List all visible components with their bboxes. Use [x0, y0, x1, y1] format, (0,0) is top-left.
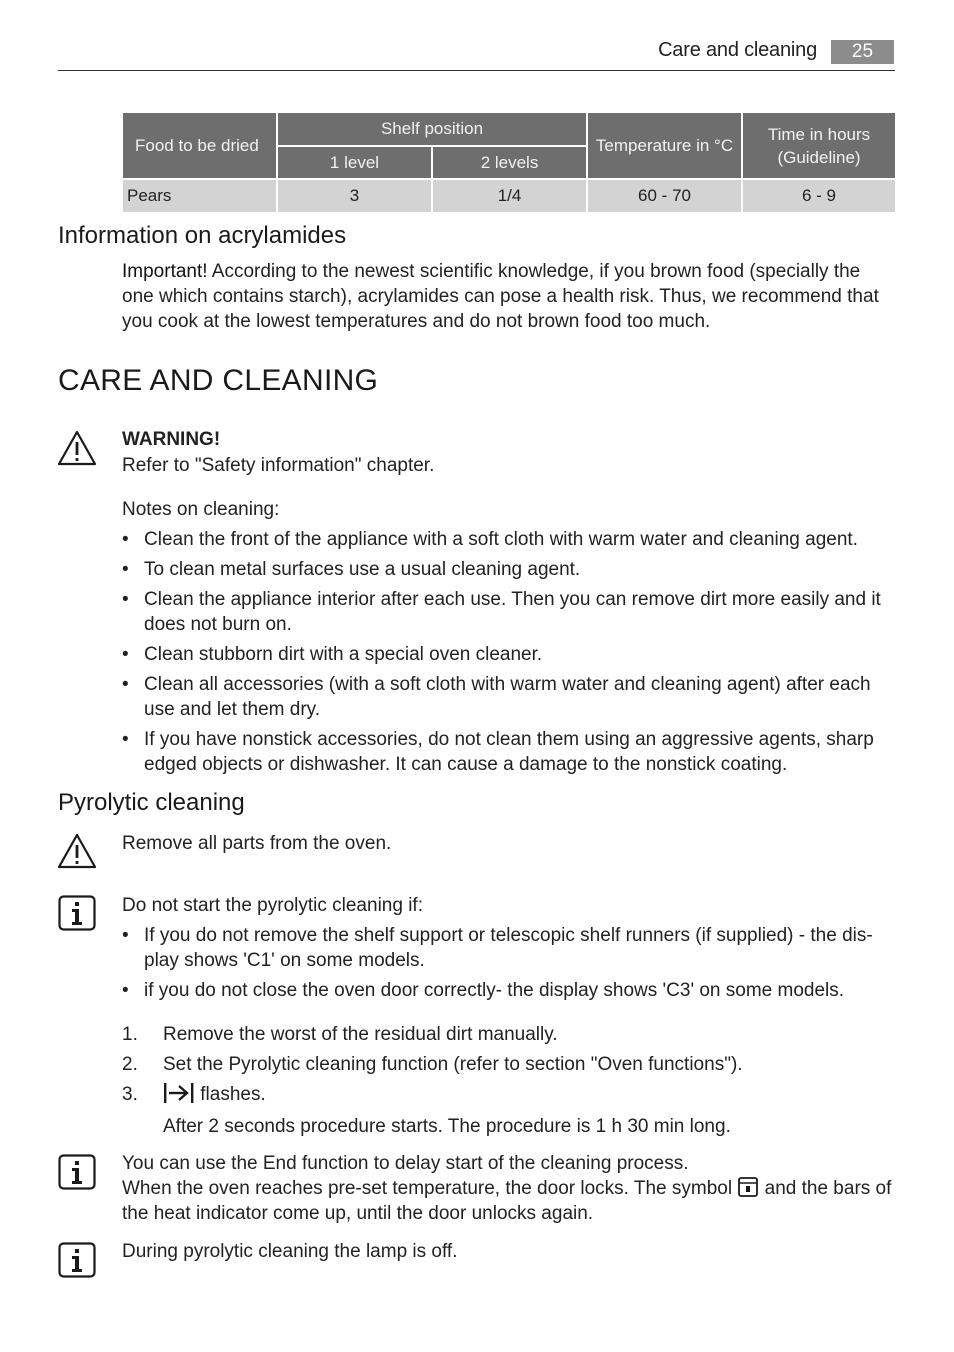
step3-followup: After 2 seconds procedure starts. The procedure is 1 h 30 min long. [163, 1116, 731, 1137]
step-number: 1. [122, 1024, 138, 1045]
acrylamides-heading: Information on acrylamides [58, 222, 347, 249]
remove-parts-text: Remove all parts from the oven. [122, 833, 392, 854]
step-item [122, 1022, 890, 1047]
acrylamides-text: According to the newest scientific knowledge, if you brown food (specially the one which contains starch), acrylamides can pose a health risk. Thus, we recommend that you cook at the lowest temperatures and do not brown food too much. [122, 261, 879, 332]
info-list [122, 923, 890, 1008]
info-icon [58, 895, 96, 931]
lamp-note: During pyrolytic cleaning the lamp is off. [122, 1241, 458, 1262]
steps-list [122, 1022, 890, 1112]
notes-list [122, 527, 890, 782]
cell-food: Pears [122, 179, 277, 213]
step-item [122, 1052, 890, 1077]
info-icon [58, 1242, 96, 1278]
step-text: flashes. [200, 1084, 266, 1105]
drying-table [121, 111, 897, 214]
header-temperature: Temperature in °C [587, 112, 742, 179]
list-item: • Clean all accessories (with a soft cloth with warm water and cleaning agent) after each use and let them dry. [122, 672, 890, 722]
list-item: • Clean the front of the appliance with a soft cloth with warm water and cleaning agent. [122, 527, 890, 552]
note-line: You can use the End function to delay start of the cleaning process. [122, 1153, 689, 1174]
header-time: Time in hours (Guideline) [742, 112, 896, 179]
header-rule [58, 70, 895, 71]
step-item [122, 1082, 890, 1107]
door-lock-icon [737, 1176, 759, 1198]
header-1-level: 1 level [277, 146, 432, 179]
warning-icon [57, 833, 97, 869]
note-line: When the oven reaches pre-set temperature, the door locks. The symbol [122, 1178, 733, 1199]
end-function-icon [163, 1082, 195, 1104]
header-food: Food to be dried [122, 112, 277, 179]
list-item: • If you do not remove the shelf support or telescopic shelf runners (if supplied) - the dis-play shows 'C1' on some models. [122, 923, 890, 973]
note-line: and the bars of the heat indicator come up, until the door unlocks again. [122, 1178, 892, 1224]
page-number: 25 [831, 40, 894, 64]
info-icon [58, 1154, 96, 1190]
notes-title: Notes on cleaning: [122, 499, 280, 520]
header-shelf-position: Shelf position [277, 112, 587, 146]
header-2-levels: 2 levels [432, 146, 587, 179]
cell-temperature: 60 - 70 [587, 179, 742, 213]
cell-level1: 3 [277, 179, 432, 213]
cell-level2: 1/4 [432, 179, 587, 213]
pyrolytic-heading: Pyrolytic cleaning [58, 789, 245, 816]
step-text: Set the Pyrolytic cleaning function (refer to section "Oven functions"). [163, 1054, 743, 1075]
important-label: Important! [122, 261, 208, 282]
warning-text: Refer to "Safety information" chapter. [122, 455, 435, 476]
warning-label: WARNING! [122, 429, 221, 450]
list-item: • Clean stubborn dirt with a special oven cleaner. [122, 642, 890, 667]
running-header: Care and cleaning [658, 39, 817, 61]
list-item: • if you do not close the oven door correctly- the display shows 'C3' on some models. [122, 978, 890, 1003]
warning-icon [57, 430, 97, 466]
info-title: Do not start the pyrolytic cleaning if: [122, 895, 423, 916]
cell-time: 6 - 9 [742, 179, 896, 213]
table-row [122, 179, 896, 213]
page-title: CARE AND CLEANING [58, 364, 379, 397]
step-text: Remove the worst of the residual dirt manually. [163, 1024, 558, 1045]
list-item: • To clean metal surfaces use a usual cleaning agent. [122, 557, 890, 582]
acrylamides-paragraph [122, 259, 890, 334]
list-item: • If you have nonstick accessories, do not clean them using an aggressive agents, sharp edged objects or dishwasher. It can cause a damage to the nonstick coating. [122, 727, 890, 777]
end-function-note [122, 1151, 892, 1226]
step-number: 2. [122, 1054, 138, 1075]
list-item: • Clean the appliance interior after each use. Then you can remove dirt more easily and it does not burn on. [122, 587, 890, 637]
step-number: 3. [122, 1084, 138, 1105]
